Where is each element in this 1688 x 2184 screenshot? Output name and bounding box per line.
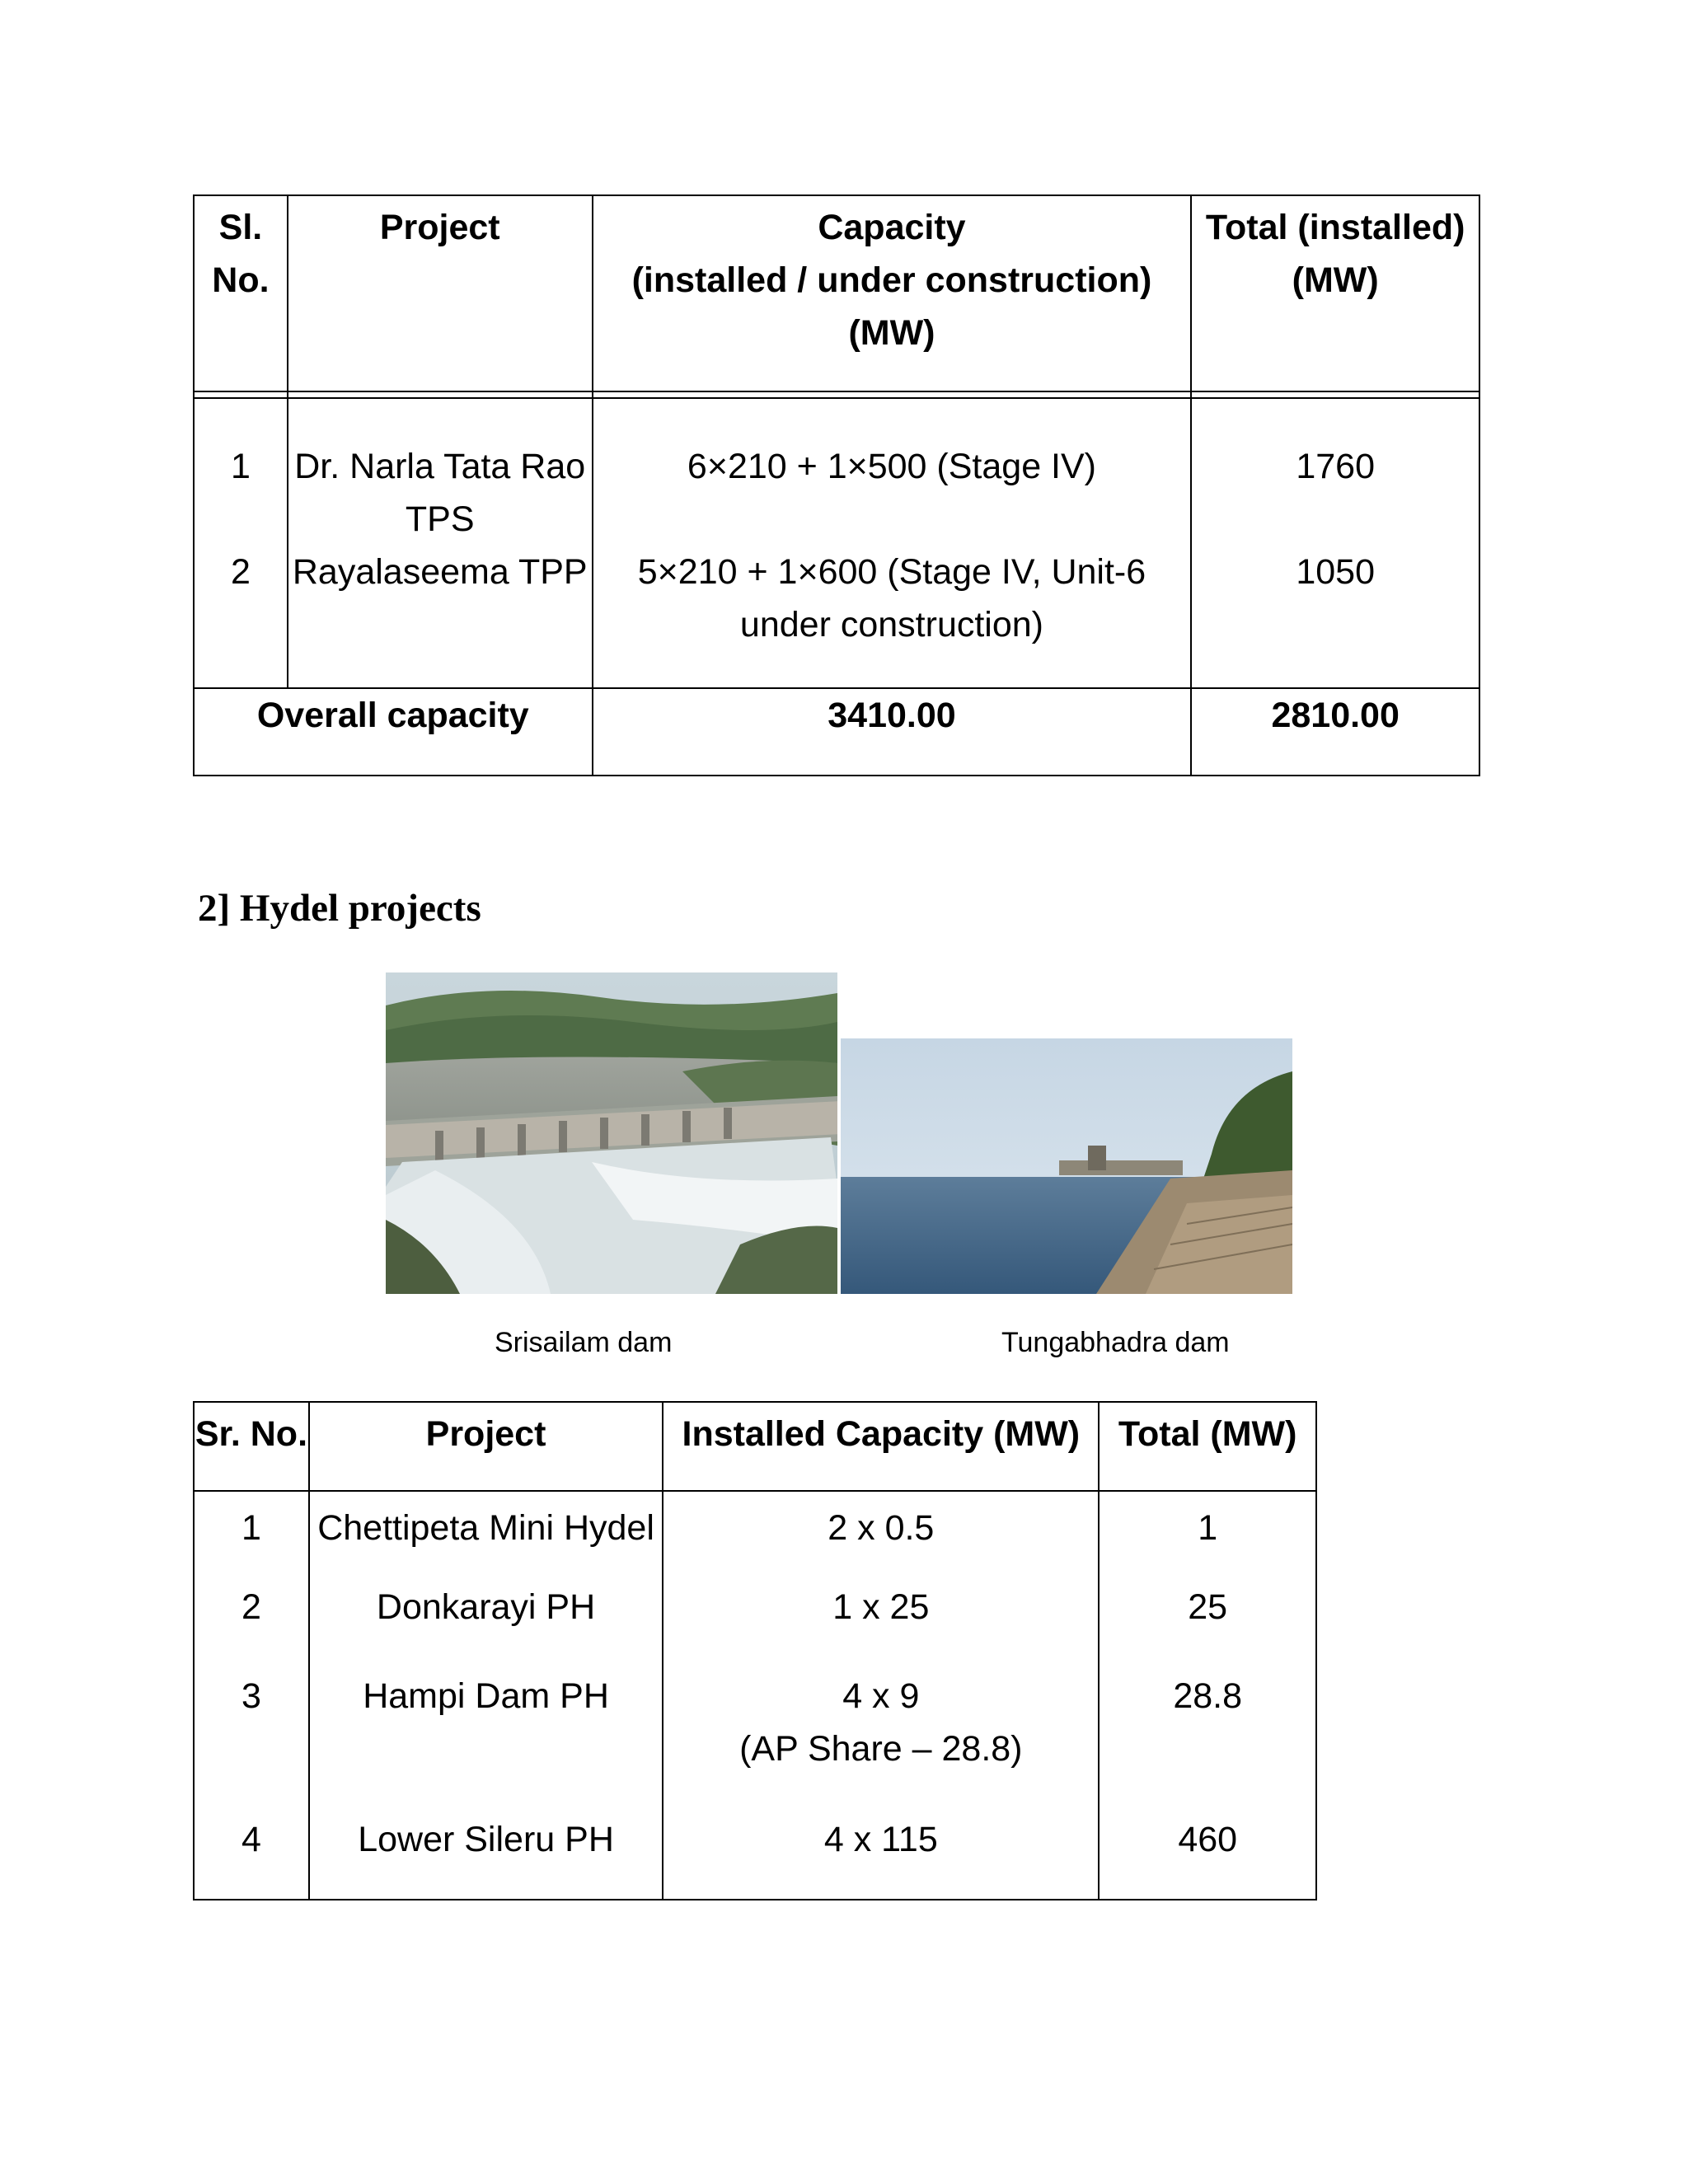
cell-installed: 2 x 0.5 <box>663 1491 1099 1581</box>
cell-project: Dr. Narla Tata Rao TPS <box>288 398 593 546</box>
srisailam-caption: Srisailam dam <box>495 1327 673 1358</box>
cell-total: 25 <box>1099 1581 1316 1670</box>
cell-sr: 4 <box>194 1813 309 1900</box>
overall-capacity-value: 3410.00 <box>593 688 1192 776</box>
header-capacity: Capacity (installed / under construction) (MW) <box>593 195 1192 391</box>
cell-installed: 4 x 9 (AP Share – 28.8) <box>663 1670 1099 1813</box>
cell-project: Hampi Dam PH <box>309 1670 663 1813</box>
srisailam-dam-photo <box>386 972 837 1294</box>
overall-total-value: 2810.00 <box>1191 688 1479 776</box>
cell-capacity: 5×210 + 1×600 (Stage IV, Unit-6 under construction) <box>593 546 1192 688</box>
table-spacer-row <box>194 391 1479 398</box>
tungabhadra-dam-image <box>841 1038 1292 1294</box>
cell-project: Chettipeta Mini Hydel <box>309 1491 663 1581</box>
srisailam-dam-image <box>386 972 837 1294</box>
overall-capacity-row <box>194 688 1479 776</box>
table-header-row <box>194 1402 1316 1491</box>
table-header-row <box>194 195 1479 391</box>
overall-capacity-label: Overall capacity <box>194 688 593 776</box>
cell-total: 1050 <box>1191 546 1479 688</box>
table-row <box>194 1581 1316 1670</box>
table-row <box>194 1491 1316 1581</box>
cell-total: 460 <box>1099 1813 1316 1900</box>
table-row <box>194 1813 1316 1900</box>
cell-sl: 2 <box>194 546 288 688</box>
cell-installed: 4 x 115 <box>663 1813 1099 1900</box>
cell-capacity: 6×210 + 1×500 (Stage IV) <box>593 398 1192 546</box>
header-sl-no: Sl. No. <box>194 195 288 391</box>
thermal-projects-table <box>193 194 1480 776</box>
header-sr-no: Sr. No. <box>194 1402 309 1491</box>
header-project: Project <box>309 1402 663 1491</box>
cell-total: 28.8 <box>1099 1670 1316 1813</box>
section-heading-hydel: 2] Hydel projects <box>198 887 481 930</box>
header-total: Total (MW) <box>1099 1402 1316 1491</box>
cell-project: Lower Sileru PH <box>309 1813 663 1900</box>
table-row <box>194 546 1479 688</box>
header-project: Project <box>288 195 593 391</box>
cell-sr: 2 <box>194 1581 309 1670</box>
tungabhadra-caption: Tungabhadra dam <box>1001 1327 1230 1358</box>
tungabhadra-dam-photo <box>841 1038 1292 1294</box>
hydel-projects-table <box>193 1401 1317 1900</box>
table-row <box>194 1670 1316 1813</box>
table-row <box>194 398 1479 546</box>
header-total-installed: Total (installed) (MW) <box>1191 195 1479 391</box>
cell-installed: 1 x 25 <box>663 1581 1099 1670</box>
cell-total: 1 <box>1099 1491 1316 1581</box>
cell-project: Rayalaseema TPP <box>288 546 593 688</box>
cell-sr: 1 <box>194 1491 309 1581</box>
header-installed-capacity: Installed Capacity (MW) <box>663 1402 1099 1491</box>
cell-project: Donkarayi PH <box>309 1581 663 1670</box>
cell-total: 1760 <box>1191 398 1479 546</box>
cell-sl: 1 <box>194 398 288 546</box>
cell-sr: 3 <box>194 1670 309 1813</box>
